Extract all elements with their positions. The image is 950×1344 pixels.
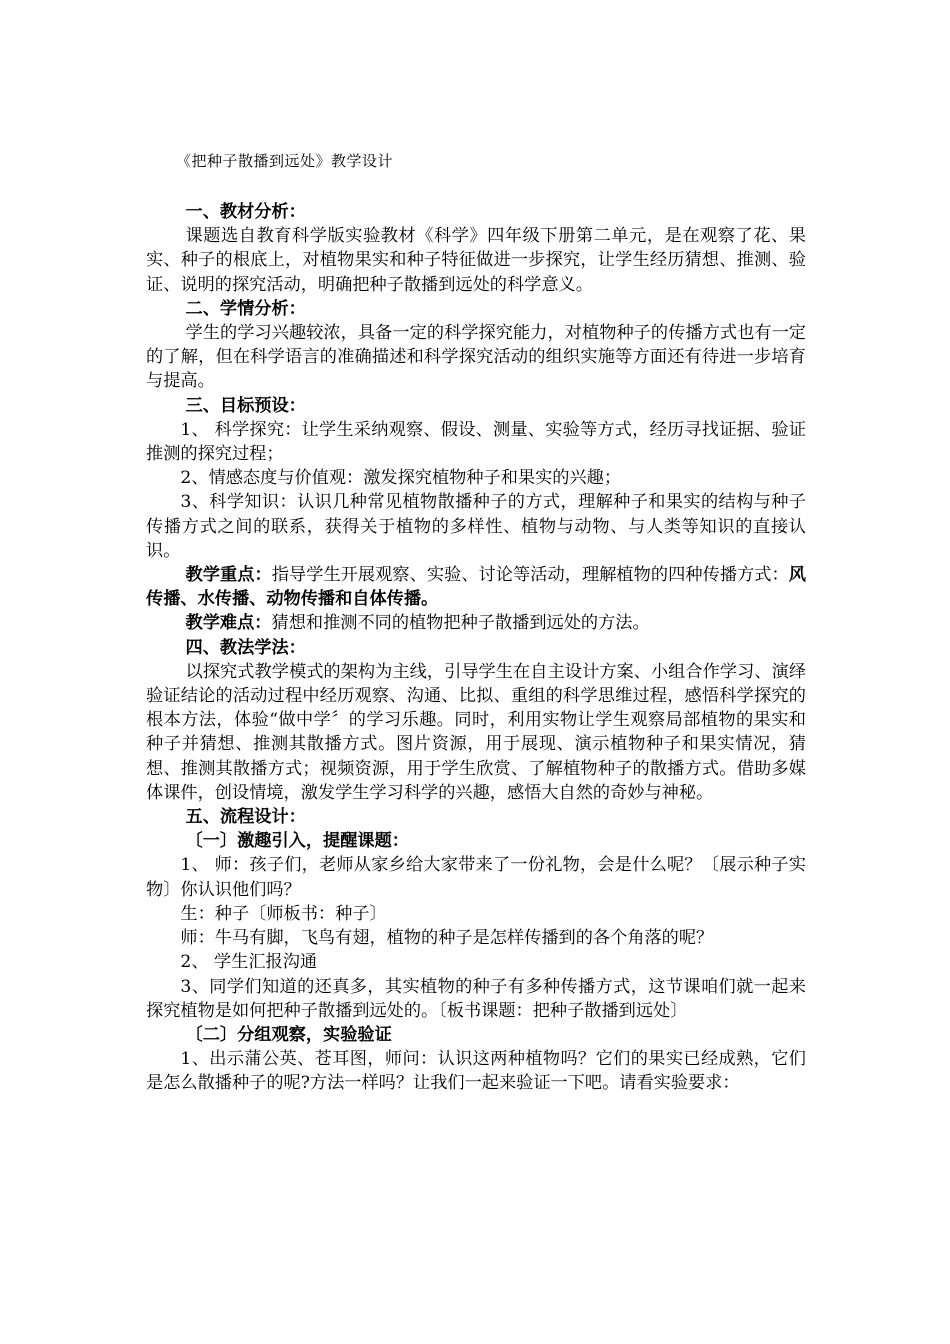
key-points-text: 指导学生开展观察、实验、讨论等活动，理解植物的四种传播方式： <box>271 565 789 586</box>
key-points-paragraph <box>146 563 806 611</box>
difficulty-label: 教学难点： <box>185 613 272 634</box>
paragraph: 2、 学生汇报沟通 <box>180 952 318 973</box>
list-item: 3、科学知识：认识几种常见植物散播种子的方式，理解种子和果实的结构与种子传播方式之间的联系，获得关于植物的多样性、植物与动物、与人类等知识的直接认识。 <box>146 492 806 561</box>
paragraph: 生：种子〔师板书：种子〕 <box>180 903 387 924</box>
section-heading: 一、教材分析： <box>185 202 306 222</box>
section-heading: 二、学情分析： <box>185 298 306 319</box>
subsection-heading: 〔二〕分组观察，实验验证 <box>185 1024 392 1045</box>
section-heading: 三、目标预设： <box>185 395 306 416</box>
paragraph: 1、出示蒲公英、苍耳图，师问：认识这两种植物吗？它们的果实已经成熟，它们是怎么散播种子的呢?方法一样吗？让我们一起来验证一下吧。请看实验要求： <box>146 1049 806 1094</box>
paragraph: 3、同学们知道的还真多，其实植物的种子有多种传播方式，这节课咱们就一起来探究植物是如何把种子散播到远处的。〔板书课题：把种子散播到远处〕 <box>146 976 806 1021</box>
subsection-heading: 〔一〕激趣引入，提醒课题： <box>185 831 409 852</box>
list-item: 1、 科学探究：让学生采纳观察、假设、测量、实验等方式，经历寻找证据、验证推测的探究过程； <box>146 419 806 465</box>
key-points-label: 教学重点： <box>185 565 272 586</box>
paragraph: 1、 师：孩子们，老师从家乡给大家带来了一份礼物，会是什么呢？〔展示种子实物〕你认识他们吗？ <box>146 855 806 900</box>
paragraph: 课题选自教育科学版实验教材《科学》四年级下册第二单元，是在观察了花、果实、种子的根底上，对植物果实和种子特征做进一步探究，让学生经历猜想、推测、验证、说明的探究活动，明确把种子散播到远处的科学意义。 <box>146 226 806 295</box>
difficulty-paragraph <box>146 611 806 635</box>
document-title: 《把种子散播到远处》教学设计 <box>176 152 394 170</box>
list-item: 2、情感态度与价值观：激发探究植物种子和果实的兴趣； <box>180 468 622 489</box>
paragraph: 师：牛马有脚，飞鸟有翅，植物的种子是怎样传播到的各个角落的呢？ <box>180 928 714 949</box>
difficulty-text: 猜想和推测不同的植物把种子散播到远处的方法。 <box>271 613 650 634</box>
paragraph: 学生的学习兴趣较浓，具备一定的科学探究能力，对植物种子的传播方式也有一定的了解，但在科学语言的准确描述和科学探究活动的组织实施等方面还有待进一步培育与提高。 <box>146 323 806 392</box>
section-heading: 五、流程设计： <box>185 807 306 828</box>
paragraph: 以探究式教学模式的架构为主线，引导学生在自主设计方案、小组合作学习、演绎验证结论的活动过程中经历观察、沟通、比拟、重组的科学思维过程，感悟科学探究的根本方法，体验“做中学〞的学习乐趣。同时，利用实物让学生观察局部植物的果实和种子并猜想、推测其散播方式。图片资源，用于展现、演示植物种子和果实情况，猜想、推测其散播方式；视频资源，用于学生欣赏、了解植物种子的散播方式。借助多媒体课件，创设情境，激发学生学习科学的兴趣，感悟大自然的奇妙与神秘。 <box>146 661 806 803</box>
section-heading: 四、教法学法： <box>185 637 306 658</box>
key-points-bold: 风传播、水传播、动物传播和自体传播。 <box>146 565 806 610</box>
document-body <box>146 200 806 1096</box>
